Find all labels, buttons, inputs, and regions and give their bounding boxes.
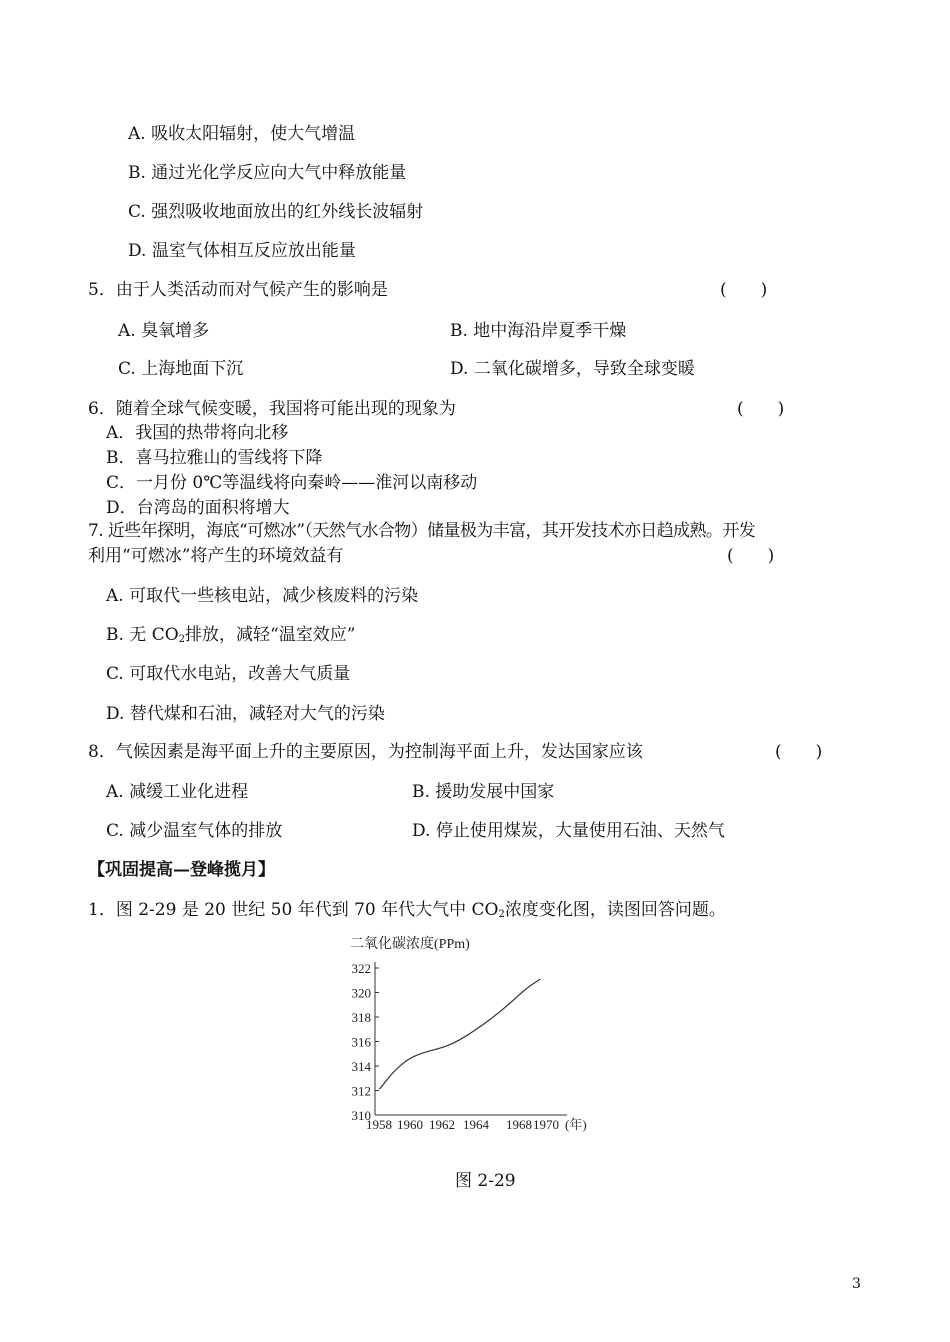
y-tick-label: 322 bbox=[351, 961, 371, 976]
q6-option-c: C．一月份 0℃等温线将向秦岭——淮河以南移动 bbox=[106, 473, 478, 493]
q7-option-b-post: 排放，减轻“温室效应” bbox=[185, 625, 356, 645]
x-tick-label: 1964 bbox=[463, 1117, 489, 1132]
q4-option-d: D. 温室气体相互反应放出能量 bbox=[128, 241, 356, 261]
x-tick-label: 1970 bbox=[533, 1117, 559, 1132]
q1-stem-post: 浓度变化图，读图回答问题。 bbox=[504, 900, 726, 920]
q6-option-b: B．喜马拉雅山的雪线将下降 bbox=[106, 448, 323, 468]
chart-title: 二氧化碳浓度(PPm) bbox=[350, 937, 470, 952]
q6-option-a: A．我国的热带将向北移 bbox=[106, 423, 289, 443]
q5-option-a: A. 臭氧增多 bbox=[118, 321, 210, 341]
y-tick-label: 314 bbox=[351, 1059, 371, 1074]
q7-option-b-subscript: 2 bbox=[178, 634, 186, 645]
q8-answer-paren: ( ) bbox=[775, 742, 823, 762]
y-tick-label: 312 bbox=[351, 1083, 371, 1099]
q6-stem: 6．随着全球气候变暖，我国将可能出现的现象为 bbox=[88, 399, 456, 419]
x-tick-label: 1960 bbox=[397, 1117, 423, 1132]
q4-option-a: A. 吸收太阳辐射，使大气增温 bbox=[128, 124, 356, 144]
q1-stem bbox=[88, 899, 726, 926]
q5-answer-paren: ( ) bbox=[720, 280, 768, 300]
q7-option-d: D. 替代煤和石油，减轻对大气的污染 bbox=[106, 704, 385, 724]
q1-stem-pre: 1．图 2-29 是 20 世纪 50 年代到 70 年代大气中 CO bbox=[88, 900, 499, 920]
q8-option-c: C. 减少温室气体的排放 bbox=[106, 821, 283, 841]
x-tick-label: 1958 bbox=[366, 1117, 392, 1132]
section-title: 【巩固提高—登峰揽月】 bbox=[88, 860, 275, 880]
q5-option-b: B. 地中海沿岸夏季干燥 bbox=[450, 321, 627, 341]
x-tick-label: 1968 bbox=[506, 1117, 532, 1132]
q6-option-d: D．台湾岛的面积将增大 bbox=[106, 498, 290, 518]
co2-series-line bbox=[379, 979, 540, 1089]
co2-concentration-chart bbox=[330, 930, 620, 1140]
q1-stem-subscript: 2 bbox=[498, 909, 505, 920]
q7-stem-line2: 利用“可燃冰”将产生的环境效益有 bbox=[88, 546, 344, 566]
y-tick-label: 310 bbox=[351, 1108, 371, 1123]
y-tick-label: 318 bbox=[351, 1010, 371, 1025]
q7-option-b-pre: B. 无 CO bbox=[106, 625, 179, 645]
q7-answer-paren: ( ) bbox=[727, 546, 775, 566]
x-tick-label: 1962 bbox=[429, 1117, 455, 1132]
q7-option-b bbox=[106, 624, 355, 651]
q8-option-a: A. 减缓工业化进程 bbox=[106, 782, 249, 802]
y-tick-label: 316 bbox=[351, 1034, 371, 1050]
q7-option-a: A. 可取代一些核电站，减少核废料的污染 bbox=[106, 586, 419, 606]
x-axis-label: (年) bbox=[565, 1117, 587, 1132]
q4-option-c: C. 强烈吸收地面放出的红外线长波辐射 bbox=[128, 202, 424, 222]
q7-option-c: C. 可取代水电站，改善大气质量 bbox=[106, 664, 351, 684]
q4-option-b: B. 通过光化学反应向大气中释放能量 bbox=[128, 163, 407, 183]
q8-option-d: D. 停止使用煤炭，大量使用石油、天然气 bbox=[412, 821, 725, 841]
q8-option-b: B. 援助发展中国家 bbox=[412, 782, 555, 802]
q6-answer-paren: ( ) bbox=[737, 399, 785, 419]
q5-option-d: D. 二氧化碳增多，导致全球变暖 bbox=[450, 359, 695, 379]
q7-stem-line1: 7. 近些年探明，海底“可燃冰”（天然气水合物）储量极为丰富，其开发技术亦日趋成熟。开发 bbox=[88, 521, 756, 541]
q5-option-c: C. 上海地面下沉 bbox=[118, 359, 244, 379]
q5-stem: 5．由于人类活动而对气候产生的影响是 bbox=[88, 280, 388, 300]
y-tick-label: 320 bbox=[351, 985, 371, 1001]
page-number: 3 bbox=[852, 1276, 861, 1292]
q8-stem: 8．气候因素是海平面上升的主要原因，为控制海平面上升，发达国家应该 bbox=[88, 742, 643, 762]
figure-caption: 图 2-29 bbox=[455, 1171, 516, 1191]
